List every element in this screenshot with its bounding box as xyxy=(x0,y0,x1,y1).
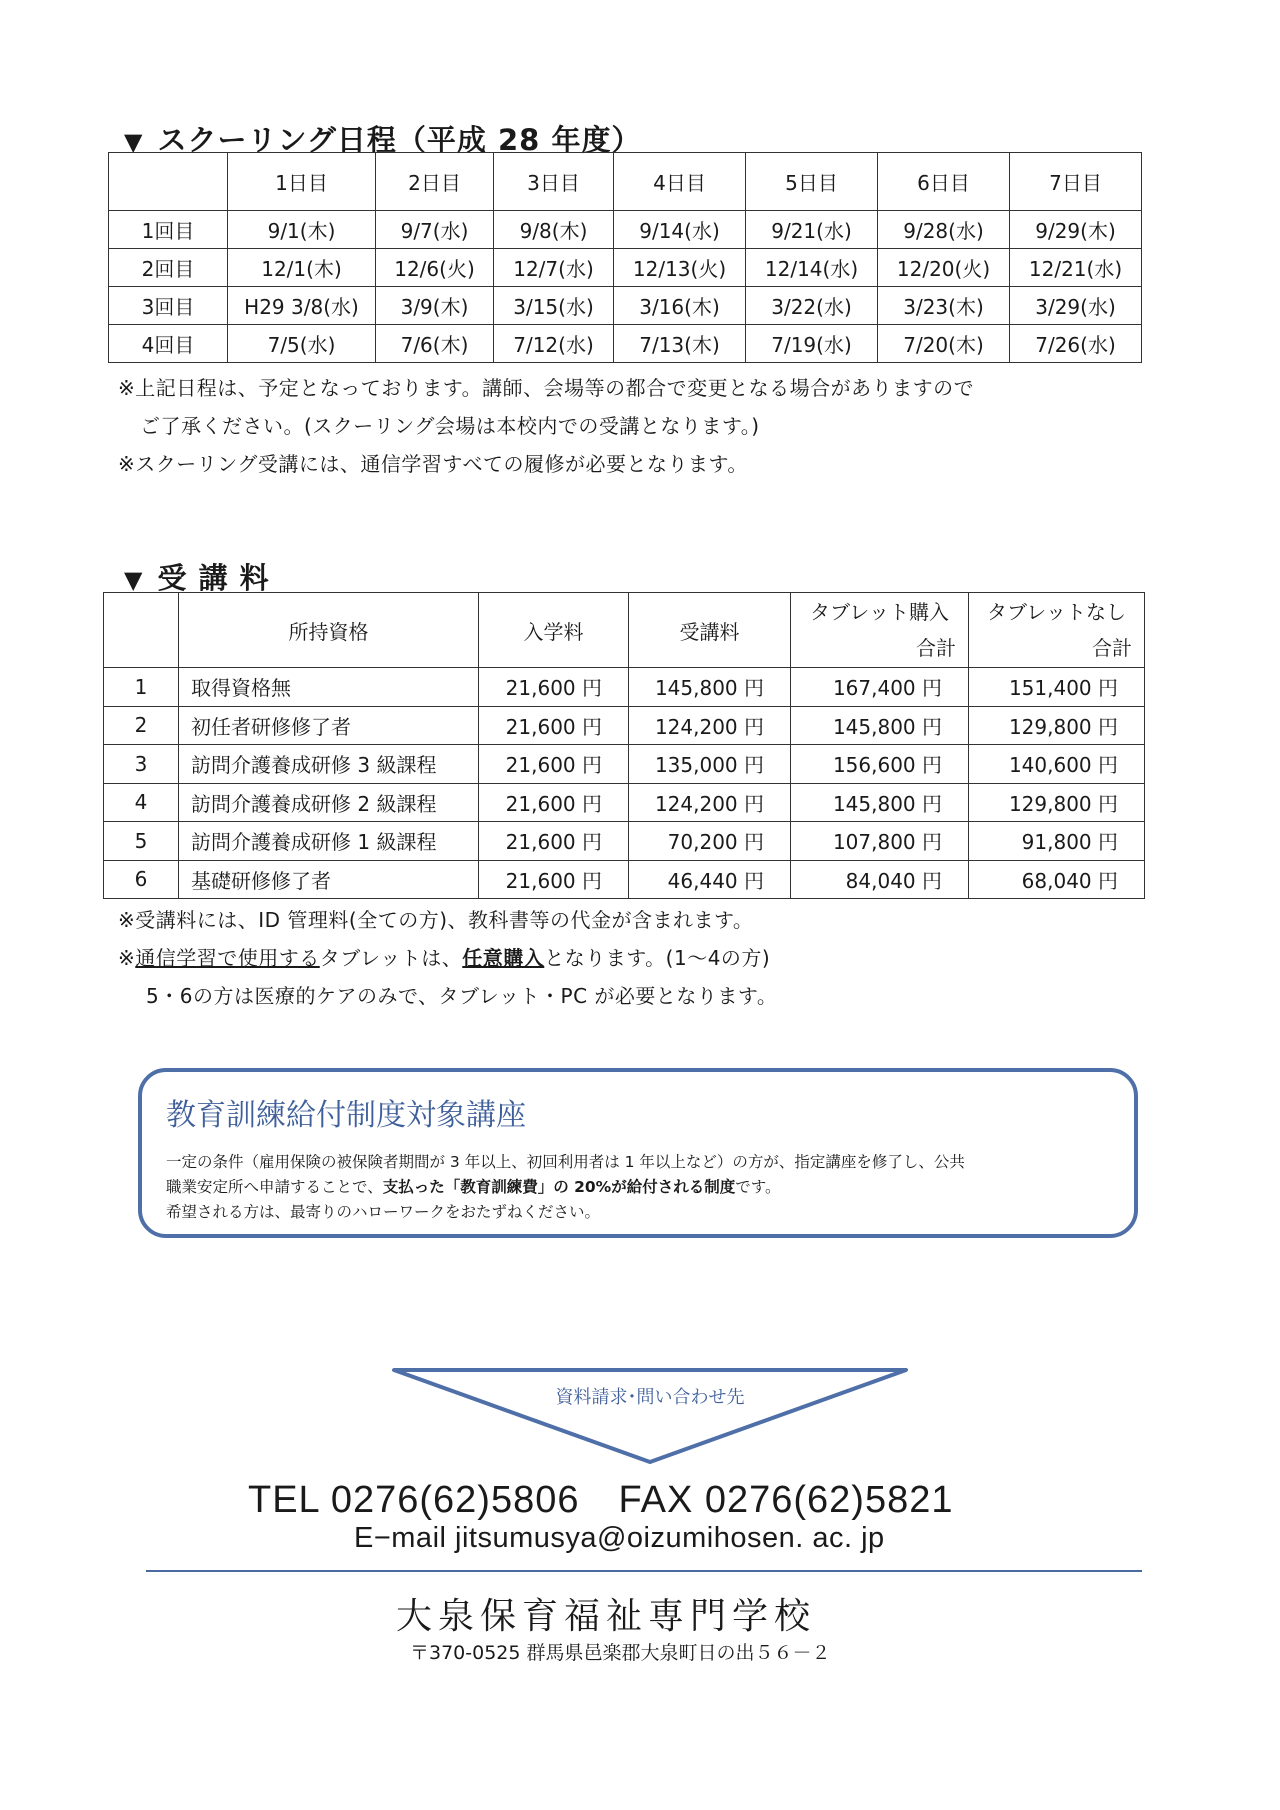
date-cell: 7/6(木) xyxy=(376,325,494,363)
with-tablet-total-cell: 107,800 円 xyxy=(791,822,969,861)
table-row xyxy=(109,325,1142,363)
row-number: 3 xyxy=(104,745,179,784)
date-cell: 9/1(木) xyxy=(228,211,376,249)
column-header xyxy=(109,153,228,211)
phone-fax-line: TEL 0276(62)5806 FAX 0276(62)5821 xyxy=(248,1479,954,1521)
qualification-cell: 訪問介護養成研修 1 級課程 xyxy=(179,822,479,861)
date-cell: 9/7(水) xyxy=(376,211,494,249)
column-header: 1日目 xyxy=(228,153,376,211)
qualification-cell: 基礎研修修了者 xyxy=(179,860,479,899)
qualification-header: 所持資格 xyxy=(179,593,479,668)
session-label: 1回目 xyxy=(109,211,228,249)
with-tablet-total-cell: 156,600 円 xyxy=(791,745,969,784)
column-header: 7日目 xyxy=(1010,153,1142,211)
fees-note: ※受講料には、ID 管理料(全ての方)、教科書等の代金が含まれます。 xyxy=(118,908,754,932)
date-cell: 9/8(木) xyxy=(494,211,614,249)
row-number: 6 xyxy=(104,860,179,899)
date-cell: 3/23(木) xyxy=(878,287,1010,325)
benefit-title: 教育訓練給付制度対象講座 xyxy=(166,1098,526,1133)
column-header: 6日目 xyxy=(878,153,1010,211)
benefit-text-line: 一定の条件（雇用保険の被保険者期間が 3 年以上、初回利用者は 1 年以上など）の方が、指定講座を修了し、公共 xyxy=(166,1153,965,1171)
date-cell: 7/13(木) xyxy=(614,325,746,363)
benefit-text-line: 職業安定所へ申請することで、支払った「教育訓練費」の 20%が給付される制度です。 xyxy=(166,1178,781,1196)
schedule-note: ※上記日程は、予定となっております。講師、会場等の都合で変更となる場合がありますので xyxy=(118,376,975,400)
without-tablet-total-cell: 68,040 円 xyxy=(969,860,1145,899)
email-line: E−mail jitsumusya@oizumihosen. ac. jp xyxy=(354,1522,885,1554)
table-row xyxy=(104,860,1145,899)
schedule-note: ご了承ください。(スクーリング会場は本校内での受講となります。) xyxy=(140,414,760,438)
date-cell: H29 3/8(水) xyxy=(228,287,376,325)
date-cell: 12/20(火) xyxy=(878,249,1010,287)
with-tablet-total-cell: 167,400 円 xyxy=(791,668,969,707)
schedule-note: ※スクーリング受講には、通信学習すべての履修が必要となります。 xyxy=(118,452,748,476)
date-cell: 7/20(木) xyxy=(878,325,1010,363)
date-cell: 3/29(水) xyxy=(1010,287,1142,325)
without-tablet-total-cell: 91,800 円 xyxy=(969,822,1145,861)
fees-note: 5・6の方は医療的ケアのみで、タブレット・PC が必要となります。 xyxy=(146,984,778,1008)
table-row xyxy=(109,249,1142,287)
schedule-heading: ▼ スクーリング日程（平成 28 年度） xyxy=(124,123,642,157)
table-row xyxy=(104,706,1145,745)
with-tablet-total-cell: 145,800 円 xyxy=(791,706,969,745)
contact-label: 資料請求･問い合わせ先 xyxy=(555,1387,745,1408)
date-cell: 7/19(水) xyxy=(746,325,878,363)
number-header xyxy=(104,593,179,668)
tuition-cell: 145,800 円 xyxy=(629,668,791,707)
date-cell: 3/9(木) xyxy=(376,287,494,325)
table-row xyxy=(109,287,1142,325)
column-header: 3日目 xyxy=(494,153,614,211)
session-label: 4回目 xyxy=(109,325,228,363)
fees-note: ※通信学習で使用するタブレットは、任意購入となります。(1～4の方) xyxy=(118,946,771,970)
qualification-cell: 初任者研修修了者 xyxy=(179,706,479,745)
without-tablet-total-cell: 129,800 円 xyxy=(969,783,1145,822)
date-cell: 12/1(木) xyxy=(228,249,376,287)
admission-cell: 21,600 円 xyxy=(479,783,629,822)
column-header: 5日目 xyxy=(746,153,878,211)
date-cell: 9/28(水) xyxy=(878,211,1010,249)
date-cell: 9/14(水) xyxy=(614,211,746,249)
fees-table xyxy=(103,592,1145,899)
table-row xyxy=(104,668,1145,707)
date-cell: 9/29(木) xyxy=(1010,211,1142,249)
row-number: 5 xyxy=(104,822,179,861)
date-cell: 3/15(水) xyxy=(494,287,614,325)
admission-cell: 21,600 円 xyxy=(479,822,629,861)
contact-arrow-icon xyxy=(390,1366,910,1466)
date-cell: 9/21(水) xyxy=(746,211,878,249)
table-row xyxy=(104,822,1145,861)
session-label: 2回目 xyxy=(109,249,228,287)
date-cell: 7/26(水) xyxy=(1010,325,1142,363)
without-tablet-header: タブレットなし 合計 xyxy=(969,593,1145,668)
schedule-table xyxy=(108,152,1142,363)
tuition-header: 受講料 xyxy=(629,593,791,668)
without-tablet-total-cell: 140,600 円 xyxy=(969,745,1145,784)
admission-cell: 21,600 円 xyxy=(479,860,629,899)
without-tablet-total-cell: 129,800 円 xyxy=(969,706,1145,745)
column-header: 2日目 xyxy=(376,153,494,211)
qualification-cell: 訪問介護養成研修 2 級課程 xyxy=(179,783,479,822)
without-tablet-total-cell: 151,400 円 xyxy=(969,668,1145,707)
column-header: 4日目 xyxy=(614,153,746,211)
with-tablet-total-cell: 145,800 円 xyxy=(791,783,969,822)
date-cell: 12/7(水) xyxy=(494,249,614,287)
schedule-header-row xyxy=(109,153,1142,211)
date-cell: 12/21(水) xyxy=(1010,249,1142,287)
tuition-cell: 124,200 円 xyxy=(629,706,791,745)
benefit-text-line: 希望される方は、最寄りのハローワークをおたずねください。 xyxy=(166,1203,601,1221)
date-cell: 12/14(水) xyxy=(746,249,878,287)
qualification-cell: 訪問介護養成研修 3 級課程 xyxy=(179,745,479,784)
tuition-cell: 135,000 円 xyxy=(629,745,791,784)
date-cell: 7/5(水) xyxy=(228,325,376,363)
admission-cell: 21,600 円 xyxy=(479,668,629,707)
table-row xyxy=(104,783,1145,822)
divider-line xyxy=(146,1570,1142,1572)
date-cell: 12/6(火) xyxy=(376,249,494,287)
triangle-down-icon: ▼ xyxy=(124,128,144,156)
date-cell: 3/22(水) xyxy=(746,287,878,325)
triangle-down-icon: ▼ xyxy=(124,566,144,594)
admission-header: 入学料 xyxy=(479,593,629,668)
tuition-cell: 124,200 円 xyxy=(629,783,791,822)
admission-cell: 21,600 円 xyxy=(479,706,629,745)
row-number: 1 xyxy=(104,668,179,707)
admission-cell: 21,600 円 xyxy=(479,745,629,784)
date-cell: 12/13(火) xyxy=(614,249,746,287)
session-label: 3回目 xyxy=(109,287,228,325)
with-tablet-total-cell: 84,040 円 xyxy=(791,860,969,899)
table-row xyxy=(104,745,1145,784)
address: 〒370-0525 群馬県邑楽郡大泉町日の出５６－２ xyxy=(410,1642,831,1664)
benefit-box xyxy=(138,1068,1138,1238)
table-row xyxy=(109,211,1142,249)
date-cell: 3/16(木) xyxy=(614,287,746,325)
tuition-cell: 46,440 円 xyxy=(629,860,791,899)
fees-heading: ▼ 受 講 料 xyxy=(124,561,270,595)
with-tablet-header: タブレット購入 合計 xyxy=(791,593,969,668)
school-name: 大泉保育福祉専門学校 xyxy=(396,1596,817,1637)
row-number: 4 xyxy=(104,783,179,822)
date-cell: 7/12(水) xyxy=(494,325,614,363)
fees-header-row xyxy=(104,593,1145,668)
row-number: 2 xyxy=(104,706,179,745)
tuition-cell: 70,200 円 xyxy=(629,822,791,861)
qualification-cell: 取得資格無 xyxy=(179,668,479,707)
